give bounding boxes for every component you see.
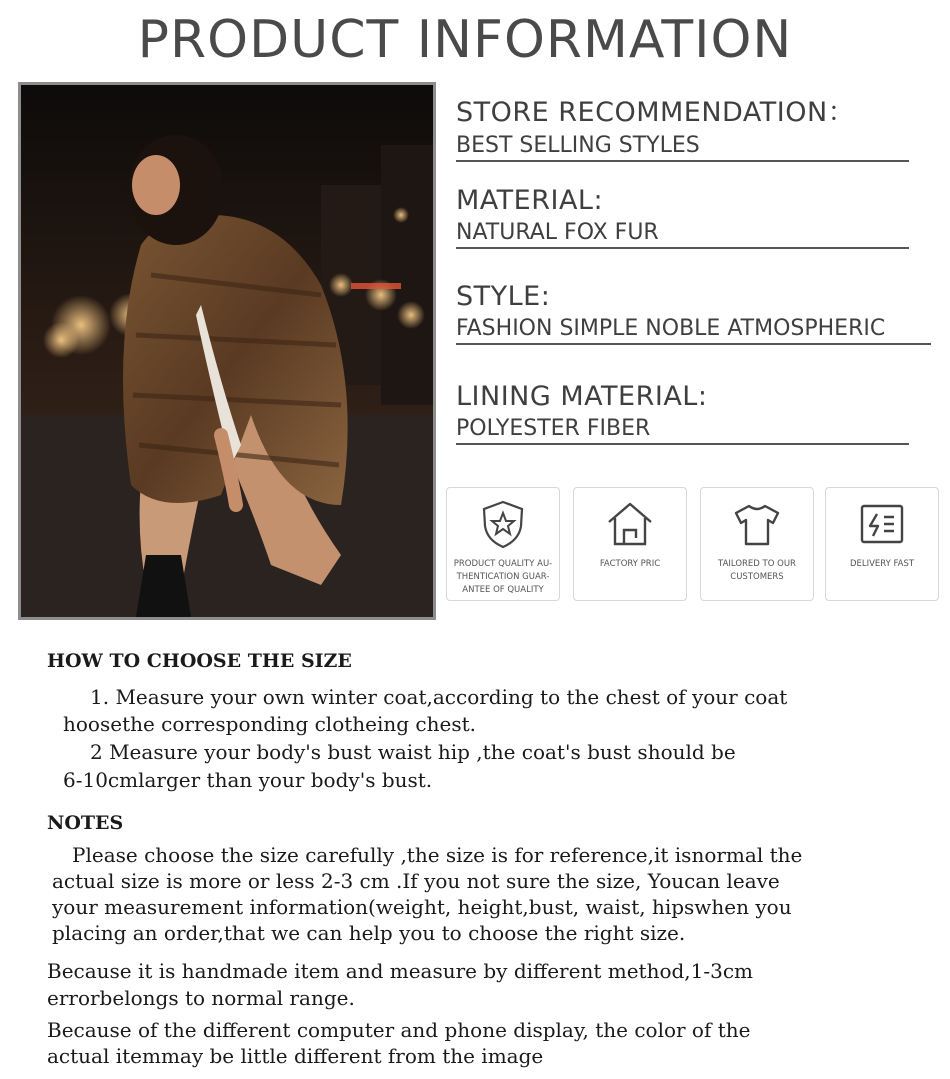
spec-value: POLYESTER FIBER (456, 416, 909, 445)
notes-heading: NOTES (47, 812, 124, 834)
spec-value: FASHION SIMPLE NOBLE ATMOSPHERIC (456, 316, 931, 345)
notes-para-3-line-2: actual itemmay be little different from the image (47, 1044, 544, 1068)
notes-para-3-line-1: Because of the different computer and phone display, the color of the (47, 1018, 751, 1042)
feature-badges (446, 487, 942, 603)
notes-para-2-line-2: errorbelongs to normal range. (47, 986, 355, 1010)
notes-para-1-line-3: your measurement information(weight, height,bust, waist, hipswhen you (52, 895, 792, 919)
spec-value: BEST SELLING STYLES (456, 133, 909, 162)
feature-caption-line: TAILORED TO OUR (718, 559, 796, 569)
spec-value: NATURAL FOX FUR (456, 220, 909, 249)
product-photo (18, 82, 436, 620)
spec-material (456, 185, 909, 249)
feature-delivery (825, 487, 939, 601)
tshirt-icon (731, 498, 783, 550)
size-step-1-line-1: 1. Measure your own winter coat,according to the chest of your coat (90, 685, 788, 709)
notes-para-1-line-4: placing an order,that we can help you to choose the right size. (52, 921, 686, 945)
feature-caption-line: FACTORY PRIC (599, 559, 661, 569)
size-step-2-line-2: 6-10cmlarger than your body's bust. (63, 768, 433, 792)
feature-caption-line: ANTEE OF QUALITY (462, 585, 544, 595)
feature-caption-line: DELIVERY FAST (849, 559, 915, 569)
spec-label: LINING MATERIAL: (456, 381, 708, 412)
size-step-1-line-2: hoosethe corresponding clotheing chest. (63, 712, 477, 736)
lightning-icon (856, 498, 908, 550)
feature-caption-line: PRODUCT QUALITY AU- (453, 559, 553, 569)
spec-label: STORE RECOMMENDATION： (456, 97, 856, 128)
feature-caption-line: CUSTOMERS (730, 572, 784, 582)
page-title: PRODUCT INFORMATION (137, 10, 793, 70)
notes-para-2-line-1: Because it is handmade item and measure by different method,1-3cm (47, 959, 754, 983)
spec-label: STYLE: (456, 281, 551, 312)
spec-lining-material (456, 381, 909, 445)
fur-coat-model-image (21, 85, 433, 617)
size-guide-heading: HOW TO CHOOSE THE SIZE (47, 650, 352, 672)
shield-star-icon (477, 498, 529, 550)
house-icon (604, 498, 656, 550)
spec-style (456, 281, 909, 345)
feature-quality (446, 487, 560, 601)
notes-para-1-line-1: Please choose the size carefully ,the size is for reference,it isnormal the (72, 843, 803, 867)
size-step-2-line-1: 2 Measure your body's bust waist hip ,the coat's bust should be (90, 740, 736, 764)
notes-para-1-line-2: actual size is more or less 2-3 cm .If you not sure the size, Youcan leave (52, 869, 780, 893)
feature-factory-price (573, 487, 687, 601)
feature-tailored (700, 487, 814, 601)
feature-caption-line: THENTICATION GUAR- (456, 572, 550, 582)
spec-store-recommendation (456, 90, 909, 162)
spec-label: MATERIAL: (456, 185, 604, 216)
